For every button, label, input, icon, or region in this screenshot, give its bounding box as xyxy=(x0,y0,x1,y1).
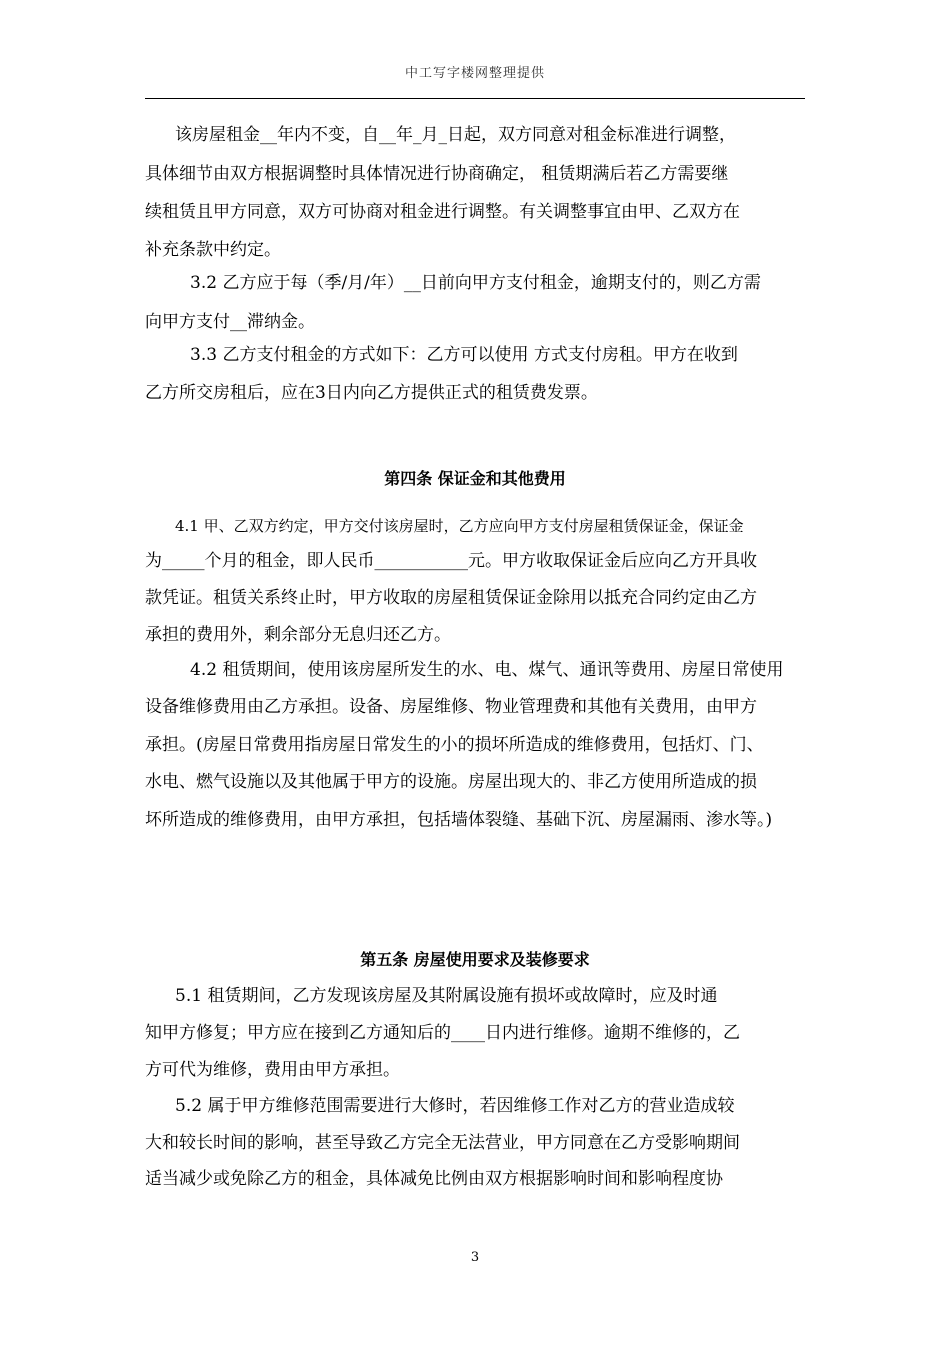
paragraph-line: 补充条款中约定。 xyxy=(145,240,281,260)
paragraph-line: 3.3 乙方支付租金的方式如下：乙方可以使用 方式支付房租。甲方在收到 xyxy=(190,345,738,365)
paragraph-line: 乙方所交房租后，应在3日内向乙方提供正式的租赁费发票。 xyxy=(145,383,598,403)
paragraph-line: 5.1 租赁期间，乙方发现该房屋及其附属设施有损坏或故障时，应及时通 xyxy=(175,986,718,1006)
paragraph-line: 大和较长时间的影响，甚至导致乙方完全无法营业，甲方同意在乙方受影响期间 xyxy=(145,1133,740,1153)
paragraph-line: 续租赁且甲方同意，双方可协商对租金进行调整。有关调整事宜由甲、乙双方在 xyxy=(145,202,740,222)
paragraph-line: 3.2 乙方应于每（季/月/年）__日前向甲方支付租金，逾期支付的，则乙方需 xyxy=(190,273,761,293)
paragraph-line: 方可代为维修，费用由甲方承担。 xyxy=(145,1060,400,1080)
paragraph-line: 向甲方支付__滞纳金。 xyxy=(145,312,315,332)
paragraph-line: 坏所造成的维修费用，由甲方承担，包括墙体裂缝、基础下沉、房屋漏雨、渗水等。) xyxy=(145,810,773,830)
header-divider xyxy=(145,98,805,99)
paragraph-line: 4.2 租赁期间，使用该房屋所发生的水、电、煤气、通讯等费用、房屋日常使用 xyxy=(190,660,784,680)
paragraph-line: 适当减少或免除乙方的租金，具体减免比例由双方根据影响时间和影响程度协 xyxy=(145,1169,723,1189)
paragraph-line: 具体细节由双方根据调整时具体情况进行协商确定， 租赁期满后若乙方需要继 xyxy=(145,164,729,184)
paragraph-line: 设备维修费用由乙方承担。设备、房屋维修、物业管理费和其他有关费用，由甲方 xyxy=(145,697,757,717)
paragraph-line: 知甲方修复；甲方应在接到乙方通知后的____日内进行维修。逾期不维修的，乙 xyxy=(145,1023,740,1043)
paragraph-line: 5.2 属于甲方维修范围需要进行大修时，若因维修工作对乙方的营业造成较 xyxy=(175,1096,735,1116)
paragraph-line: 该房屋租金__年内不变，自__年_月_日起，双方同意对租金标准进行调整， xyxy=(175,125,736,145)
paragraph-line: 承担。(房屋日常费用指房屋日常发生的小的损坏所造成的维修费用，包括灯、门、 xyxy=(145,735,764,755)
section-heading: 第四条 保证金和其他费用 xyxy=(384,469,566,488)
paragraph-line: 4.1 甲、乙双方约定，甲方交付该房屋时，乙方应向甲方支付房屋租赁保证金，保证金 xyxy=(175,517,744,535)
page-header: 中工写字楼网整理提供 xyxy=(404,66,545,81)
paragraph-line: 款凭证。租赁关系终止时，甲方收取的房屋租赁保证金除用以抵充合同约定由乙方 xyxy=(145,588,757,608)
page-number: 3 xyxy=(470,1250,480,1265)
paragraph-line: 水电、燃气设施以及其他属于甲方的设施。房屋出现大的、非乙方使用所造成的损 xyxy=(145,772,757,792)
paragraph-line: 为_____个月的租金，即人民币___________元。甲方收取保证金后应向乙方开具收 xyxy=(145,551,757,571)
paragraph-line: 承担的费用外，剩余部分无息归还乙方。 xyxy=(145,625,451,645)
section-heading: 第五条 房屋使用要求及装修要求 xyxy=(360,950,590,969)
